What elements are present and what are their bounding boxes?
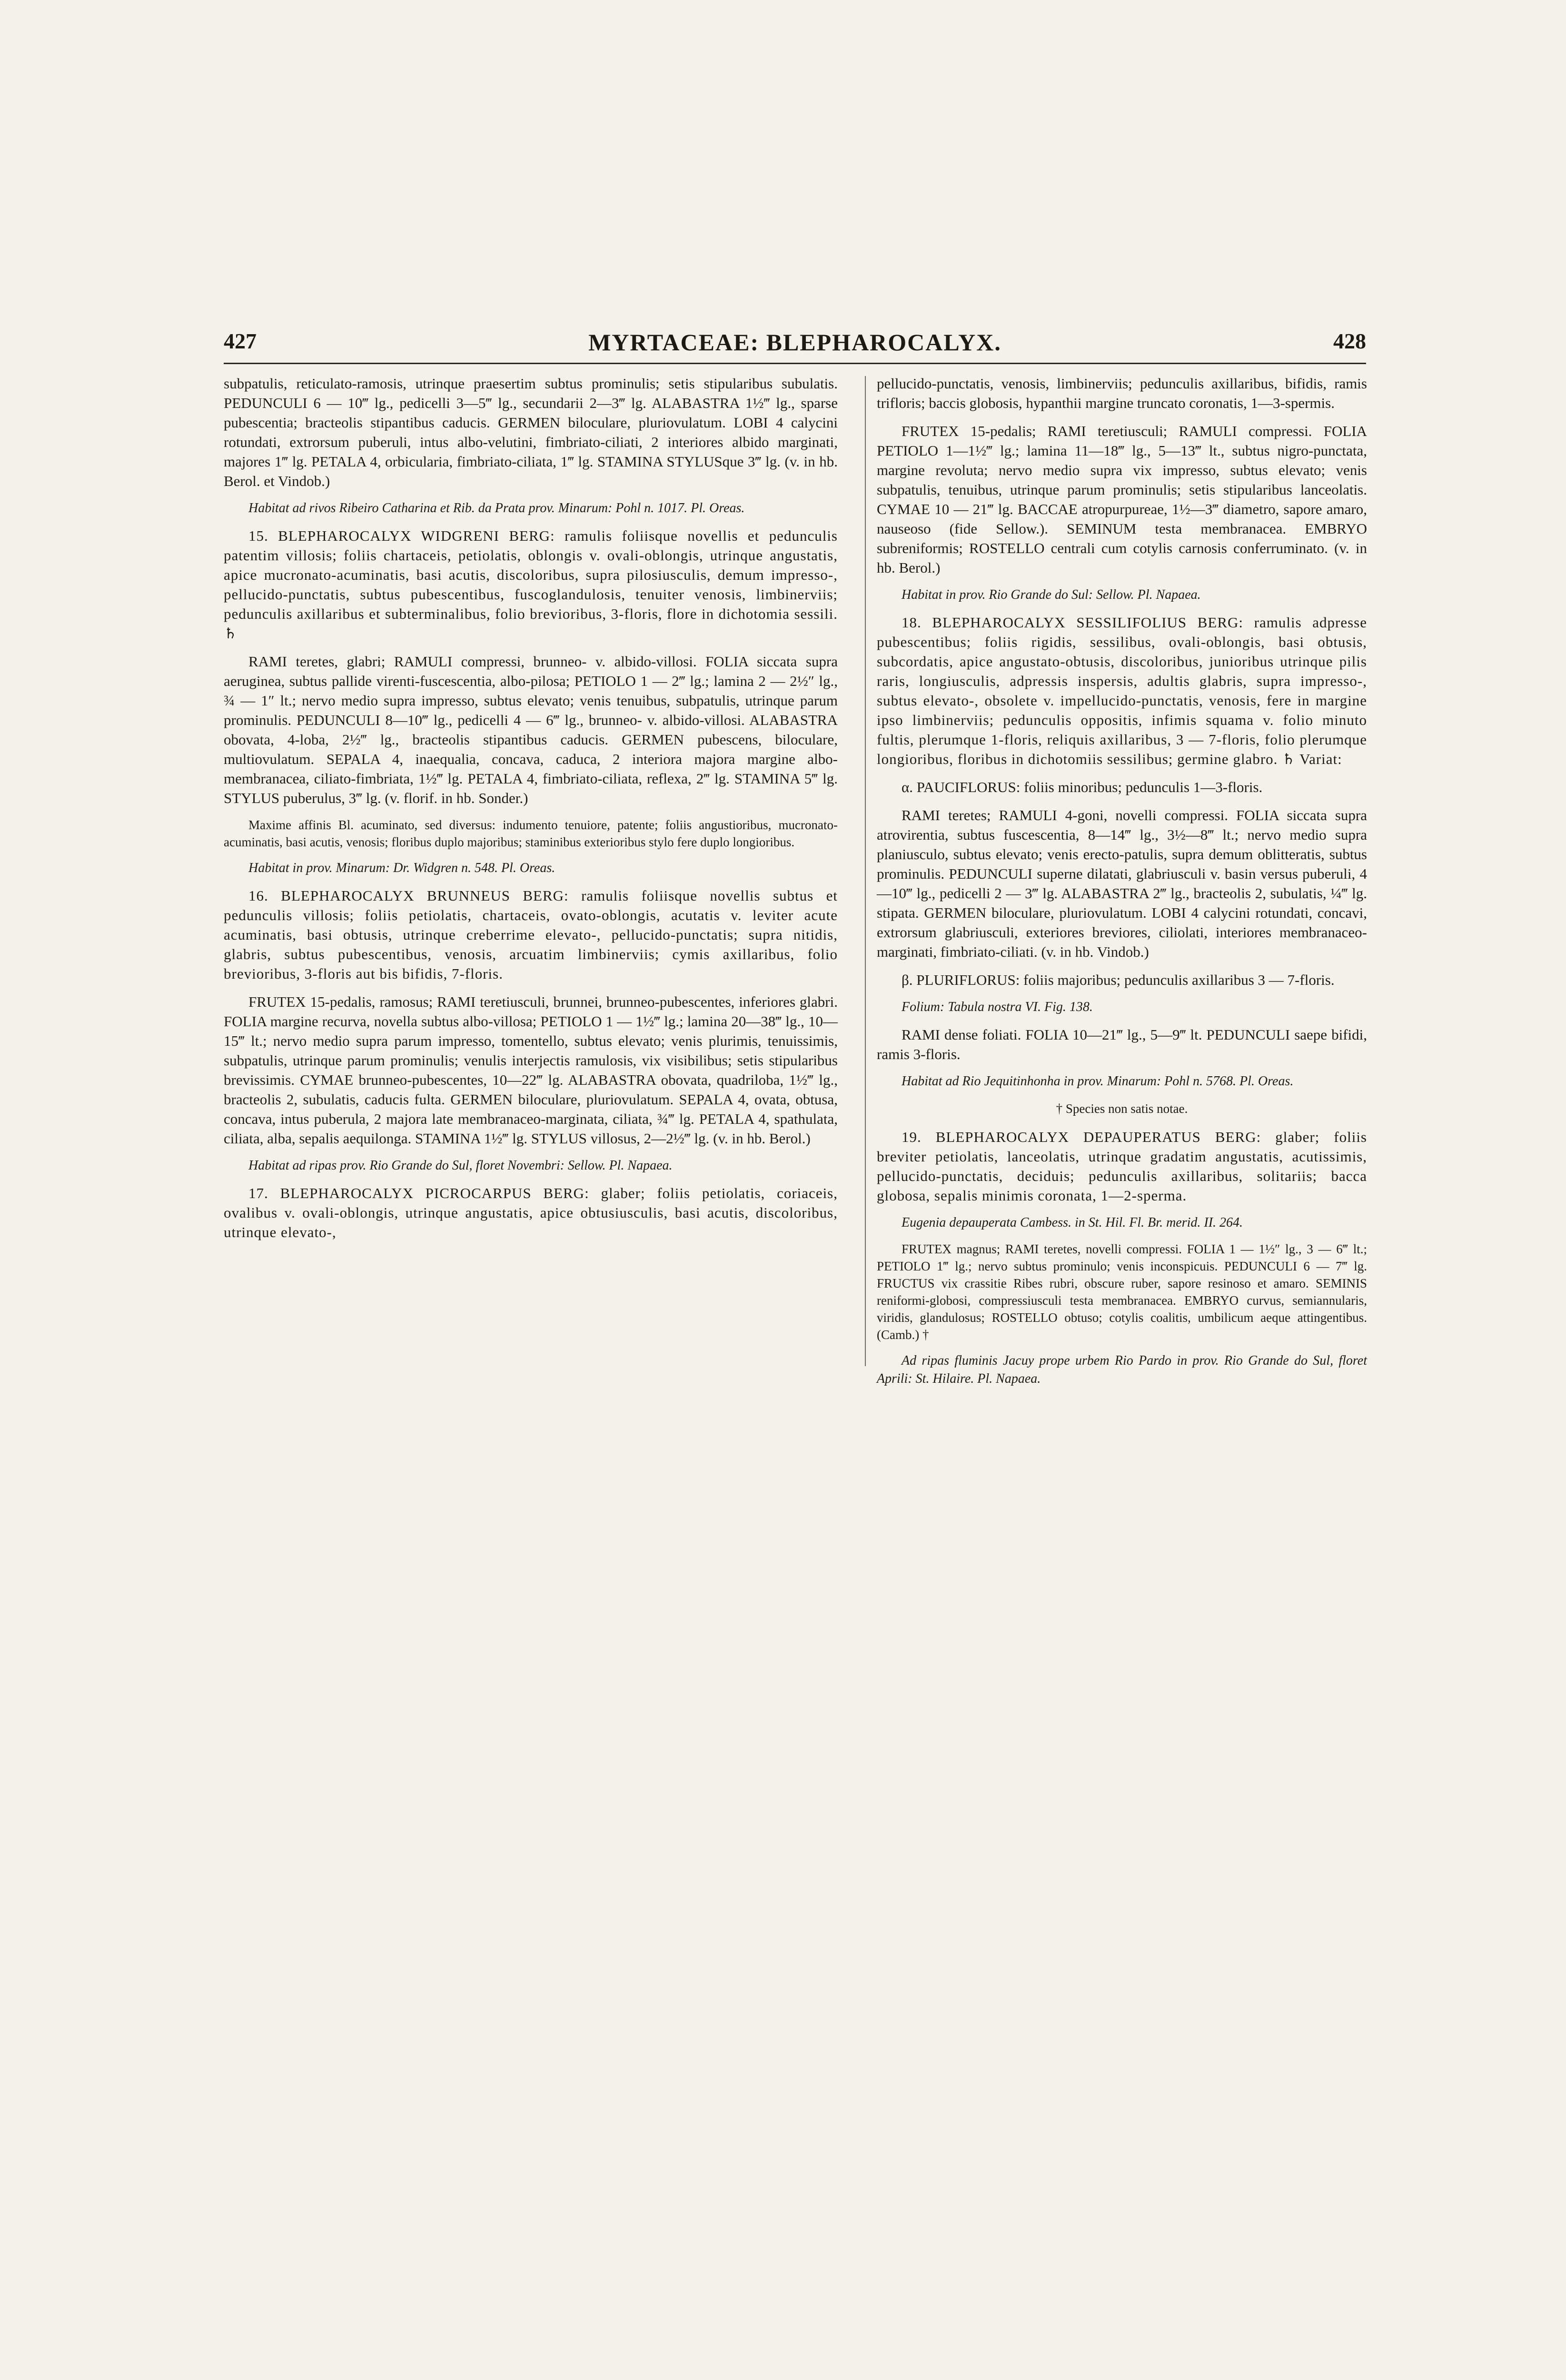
figure-reference: Folium: Tabula nostra VI. Fig. 138. (902, 1000, 1093, 1014)
species-16-description: 16. BLEPHAROCALYX BRUNNEUS BERG: ramulis foliisque novellis subtus et pedunculis villosis; foliis petiolatis, chartaceis, ovato-oblongis, acutatis v. leviter acute acuminatis, basi obtusis, utrinque creberrime elevato-, pellucido-punctatis; supra nitidis, glabris, subtus pubescentibus, venosis, arcuatim limbinerviis; cymis axillaribus, folio brevioribus, 3-floris aut bis bifidis, 7-floris. (224, 887, 838, 982)
habitat-note: Habitat ad ripas prov. Rio Grande do Sul, floret Novembri: Sellow. Pl. Napaea. (248, 1158, 673, 1173)
left-column (224, 374, 838, 1250)
synonym: Eugenia depauperata Cambess. in St. Hil. Fl. Br. merid. II. 264. (902, 1215, 1243, 1230)
species-19-description: 19. BLEPHAROCALYX DEPAUPERATUS BERG: glaber; foliis breviter petiolatis, lanceolatis, utrinque gradatim angustatis, acutissimis, pellucido-punctatis, deciduis; pedunculis axillaribus, solitariis; bacca globosa, sepalis minimis coronata, 1—2-sperma. (877, 1129, 1367, 1204)
column-divider (865, 376, 866, 1366)
species-16-details: FRUTEX 15-pedalis, ramosus; RAMI teretiusculi, brunnei, brunneo-pubescentes, inferiores glabri. FOLIA margine recurva, novella subtus albo-villosa; PETIOLO 1 — 1½‴ lg.; lamina 20—38‴ lg., 10—15‴ lt.; nervo medio supra parum impresso, tomentello, subtus elevato; venis plurimis, tenuissimis, subpatulis, utrinque parum prominulis; venulis interjectis ramulosis, vix visibilibus; setis stipularibus brevissimis. CYMAE brunneo-pubescentes, 10—22‴ lg. ALABASTRA obovata, quadriloba, 1½‴ lg., bracteolis 2, subulatis, caducis fulta. GERMEN biloculare, pluriovulatum. SEPALA 4, ovata, obtusa, concava, intus puberula, 2 majora late membranaceo-marginata, ciliata, ¾‴ lg. PETALA 4, spathulata, ciliata, alba, sepalis aequilonga. STAMINA 1½‴ lg. STYLUS villosus, 2—2½‴ lg. (v. in hb. Berol.) (224, 993, 838, 1147)
variety-alpha: α. PAUCIFLORUS: foliis minoribus; pedunculis 1—3-floris. (902, 779, 1263, 795)
habitat-note: Habitat ad rivos Ribeiro Catharina et Rib. da Prata prov. Minarum: Pohl n. 1017. Pl. Oreas. (248, 501, 745, 516)
species-17-description: 17. BLEPHAROCALYX PICROCARPUS BERG: glaber; foliis petiolatis, coriaceis, ovalibus v. ovali-oblongis, utrinque angustatis, apice obtusiusculis, basi acutis, discoloribus, utrinque elevato-, (224, 1185, 838, 1240)
species-15-details: RAMI teretes, glabri; RAMULI compressi, brunneo- v. albido-villosi. FOLIA siccata supra aeruginea, subtus pallide virenti-fuscescentia, albo-pilosa; PETIOLO 1 — 2‴ lg.; lamina 2 — 2½″ lg., ¾ — 1″ lt.; nervo medio supra impresso, subtus elevato; venis tenuibus, subpatulis, utrinque parum prominulis. PEDUNCULI 8—10‴ lg., pedicelli 4 — 6‴ lg., brunneo- v. albido-villosi. ALABASTRA obovata, 4-loba, 2½‴ lg., bracteolis stipantibus caducis. GERMEN pubescens, biloculare, multiovulatum. SEPALA 4, inaequalia, concava, caduca, 2 interiora majora margine albo-membranacea, ciliato-fimbriata, 1½‴ lg. PETALA 4, fimbriato-ciliata, reflexa, 2‴ lg. STAMINA 5‴ lg. STYLUS puberulus, 3‴ lg. (v. florif. in hb. Sonder.) (224, 653, 838, 806)
habitat-note: Habitat ad Rio Jequitinhonha in prov. Minarum: Pohl n. 5768. Pl. Oreas. (902, 1074, 1294, 1089)
habitat-note: Habitat in prov. Minarum: Dr. Widgren n. 548. Pl. Oreas. (248, 861, 555, 875)
page-number-left: 427 (224, 329, 257, 353)
section-note: † Species non satis notae. (1056, 1101, 1188, 1116)
page-header (224, 328, 1366, 362)
habitat-note: Habitat in prov. Rio Grande do Sul: Sellow. Pl. Napaea. (902, 587, 1201, 602)
running-title: MYRTACEAE: BLEPHAROCALYX. (588, 329, 1001, 356)
habitat-note: Ad ripas fluminis Jacuy prope urbem Rio Pardo in prov. Rio Grande do Sul, floret Aprili: St. Hilaire. Pl. Napaea. (877, 1353, 1367, 1386)
variety-beta-details: RAMI dense foliati. FOLIA 10—21‴ lg., 5—9‴ lt. PEDUNCULI saepe bifidi, ramis 3-floris. (877, 1026, 1367, 1062)
right-column (877, 374, 1367, 1397)
page-number-right: 428 (1333, 329, 1366, 353)
species-15-remark: Maxime affinis Bl. acuminato, sed diversus: indumento tenuiore, patente; foliis angustioribus, mucronato-acuminatis, basi acutis, venosis; floribus duplo majoribus; staminibus exterioribus stylo fere duplo longioribus. (224, 818, 838, 849)
header-rule (224, 363, 1366, 364)
paragraph: subpatulis, reticulato-ramosis, utrinque praesertim subtus prominulis; setis stipularibus subulatis. PEDUNCULI 6 — 10‴ lg., pedicelli 3—5‴ lg., secundarii 2—3‴ lg. ALABASTRA 1½‴ lg., sparse pubescentia; bracteolis stipantibus caducis. GERMEN biloculare, pluriovulatum. LOBI 4 calycini rotundati, extrorsum puberuli, intus albo-velutini, fimbriato-ciliati, 2 interiores albido marginati, majores 1‴ lg. PETALA 4, orbicularia, fimbriato-ciliata, 1‴ lg. STAMINA STYLUSque 3‴ lg. (v. in hb. Berol. et Vindob.) (224, 375, 838, 489)
variety-alpha-details: RAMI teretes; RAMULI 4-goni, novelli compressi. FOLIA siccata supra atrovirentia, subtus fuscescentia, 8—14‴ lg., 3½—8‴ lt.; nervo medio supra planiusculo, subtus elevato; venis erecto-patulis, supra demum oblitteratis, subtus prominulis. PEDUNCULI superne dilatati, glabriusculi v. basin versus puberuli, 4—10‴ lg., pedicelli 2 — 3‴ lg. ALABASTRA 2‴ lg., bracteolis 2, subulatis, ¼‴ lg. stipata. GERMEN biloculare, pluriovulatum. LOBI 4 calycini rotundati, concavi, extrorsum glabriusculi, exteriores breviores, ciliolati, interiores membranaceo-marginati, fimbriato-ciliati. (v. in hb. Vindob.) (877, 807, 1367, 960)
species-17-details: FRUTEX 15-pedalis; RAMI teretiusculi; RAMULI compressi. FOLIA PETIOLO 1—1½‴ lg.; lamina 11—18‴ lg., 5—13‴ lt., subtus nigro-punctata, margine revoluta; nervo medio supra vix impresso, subtus elevato; venis subpatulis, tenuibus, utrinque parum prominulis; setis stipularibus lanceolatis. CYMAE 10 — 21‴ lg. BACCAE atropurpureae, 1½—3‴ diametro, sapore amaro, nauseoso (fide Sellow.). SEMINUM testa membranacea. EMBRYO subreniformis; ROSTELLO centrali cum cotylis carnosis conferruminato. (v. in hb. Berol.) (877, 423, 1367, 576)
species-15-description: 15. BLEPHAROCALYX WIDGRENI BERG: ramulis foliisque novellis et pedunculis patentim villosis; foliis chartaceis, petiolatis, oblongis v. ovali-oblongis, utrinque angustatis, apice mucronato-acuminatis, basi acutis, discoloribus, supra pilosiusculis, demum impresso-, pellucido-punctatis, subtus pubescentibus, fuscoglandulosis, tenuiter venosis, limbinerviis; pedunculis axillaribus et subterminalibus, folio brevioribus, 3-floris, flore in dichotomia sessili. ♄ (224, 527, 838, 642)
species-18-description: 18. BLEPHAROCALYX SESSILIFOLIUS BERG: ramulis adpresse pubescentibus; foliis rigidis, sessilibus, ovali-oblongis, basi obtusis, subcordatis, apice angustato-obtusis, discoloribus, junioribus utrinque pilis raris, longiusculis, adpressis inspersis, adultis glabris, supra impresso-, subtus elevato-, obsolete v. impellucido-punctatis, venosis, fere in margine ipso limbinerviis; pedunculis oppositis, infimis squama v. folio minuto fultis, plerumque 1-floris, reliquis axillaribus, 3 — 7-floris, folio plerumque longioribus, floribus in dichotomiis sessilibus; germine glabro. ♄ Variat: (877, 614, 1367, 767)
paragraph: pellucido-punctatis, venosis, limbinerviis; pedunculis axillaribus, bifidis, ramis trifloris; baccis globosis, hypanthii margine truncato coronatis, 1—3-spermis. (877, 375, 1367, 411)
species-19-details: FRUTEX magnus; RAMI teretes, novelli compressi. FOLIA 1 — 1½″ lg., 3 — 6‴ lt.; PETIOLO 1‴ lg.; nervo subtus prominulo; venis inconspicuis. PEDUNCULI 6 — 7‴ lg. FRUCTUS vix crassitie Ribes rubri, obscure ruber, sapore resinoso et amaro. SEMINIS reniformi-globosi, compressiusculi testa membranacea. EMBRYO curvus, semiannularis, viridis, glandulosus; ROSTELLO obtuso; cotylis coalitis, umbilicum aeque attingentibus. (Camb.) † (877, 1242, 1367, 1342)
variety-beta: β. PLURIFLORUS: foliis majoribus; pedunculis axillaribus 3 — 7-floris. (902, 972, 1335, 988)
